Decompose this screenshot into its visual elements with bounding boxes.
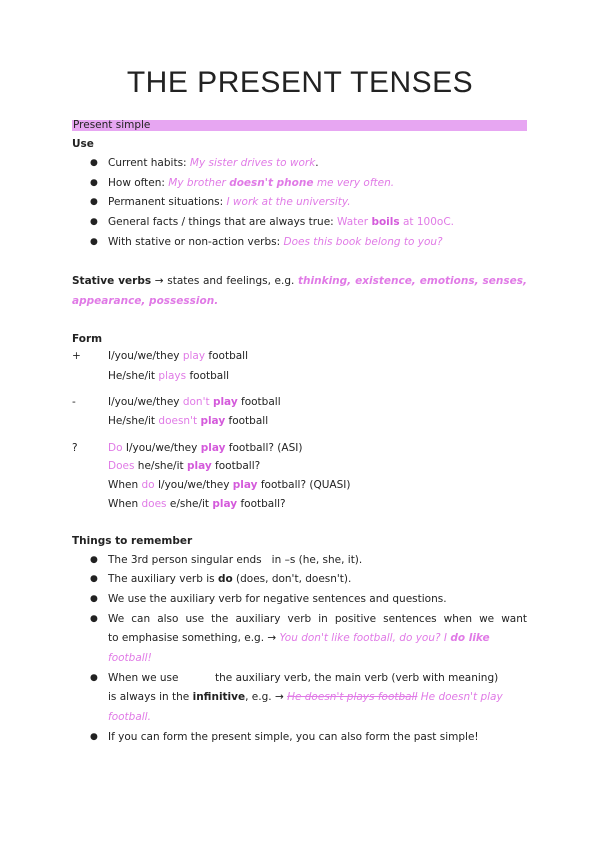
bullet-icon: ● — [90, 197, 98, 207]
remember-item-6: If you can form the present simple, you can also form the past simple! — [108, 731, 479, 743]
section-band — [72, 120, 527, 131]
bullet-icon: ● — [90, 178, 98, 188]
use-item-1: Current habits: My sister drives to work. — [108, 157, 319, 169]
use-item-2: How often: My brother doesn't phone me very often. — [108, 177, 395, 189]
remember-heading: Things to remember — [72, 535, 193, 547]
form-plus-line-1: I/you/we/they play football — [108, 350, 249, 362]
form-question-line-1: Do I/you/we/they play football? (ASI) — [108, 442, 303, 454]
remember-item-4-line-2: to emphasise something, e.g. → You don't like football, do you? I do like — [108, 632, 490, 644]
bullet-icon: ● — [90, 158, 98, 168]
form-minus-sign: - — [72, 396, 76, 408]
remember-item-4-line-1: We can also use the auxiliary verb in positive sentences when we want — [108, 613, 527, 625]
use-item-3: Permanent situations: I work at the university. — [108, 196, 351, 208]
bullet-icon: ● — [90, 574, 98, 584]
use-heading: Use — [72, 138, 94, 150]
use-item-5: With stative or non-action verbs: Does this book belong to you? — [108, 236, 443, 248]
bullet-icon: ● — [90, 732, 98, 742]
form-question-line-2: Does he/she/it play football? — [108, 460, 261, 472]
remember-item-2: The auxiliary verb is do (does, don't, doesn't). — [108, 573, 352, 585]
bullet-icon: ● — [90, 237, 98, 247]
form-question-line-3: When do I/you/we/they play football? (QUASI) — [108, 479, 351, 491]
remember-item-5-line-3: football. — [108, 711, 151, 723]
form-plus-line-2: He/she/it plays football — [108, 370, 230, 382]
stative-line-1: Stative verbs → states and feelings, e.g. thinking, existence, emotions, senses, — [72, 275, 527, 287]
remember-item-4-line-3: football! — [108, 652, 152, 664]
stative-line-2: appearance, possession. — [72, 295, 219, 307]
bullet-icon: ● — [90, 673, 98, 683]
use-item-4: General facts / things that are always true: Water boils at 100oC. — [108, 216, 454, 228]
remember-item-3: We use the auxiliary verb for negative sentences and questions. — [108, 593, 447, 605]
section-heading: Present simple — [73, 119, 151, 131]
bullet-icon: ● — [90, 594, 98, 604]
page-title: THE PRESENT TENSES — [126, 66, 474, 99]
form-minus-line-2: He/she/it doesn't play football — [108, 415, 269, 427]
remember-item-5-line-2: is always in the infinitive, e.g. → He doesn't plays football He doesn't play — [108, 691, 503, 703]
bullet-icon: ● — [90, 217, 98, 227]
form-heading: Form — [72, 333, 103, 345]
form-plus-sign: + — [72, 350, 81, 362]
remember-item-1: The 3rd person singular ends in –s (he, she, it). — [108, 554, 363, 566]
bullet-icon: ● — [90, 614, 98, 624]
form-question-line-4: When does e/she/it play football? — [108, 498, 286, 510]
form-question-sign: ? — [72, 442, 78, 454]
form-minus-line-1: I/you/we/they don't play football — [108, 396, 281, 408]
remember-item-5-line-1b: the auxiliary verb, the main verb (verb with meaning) — [215, 672, 499, 684]
remember-item-5-line-1a: When we use — [108, 672, 179, 684]
bullet-icon: ● — [90, 555, 98, 565]
